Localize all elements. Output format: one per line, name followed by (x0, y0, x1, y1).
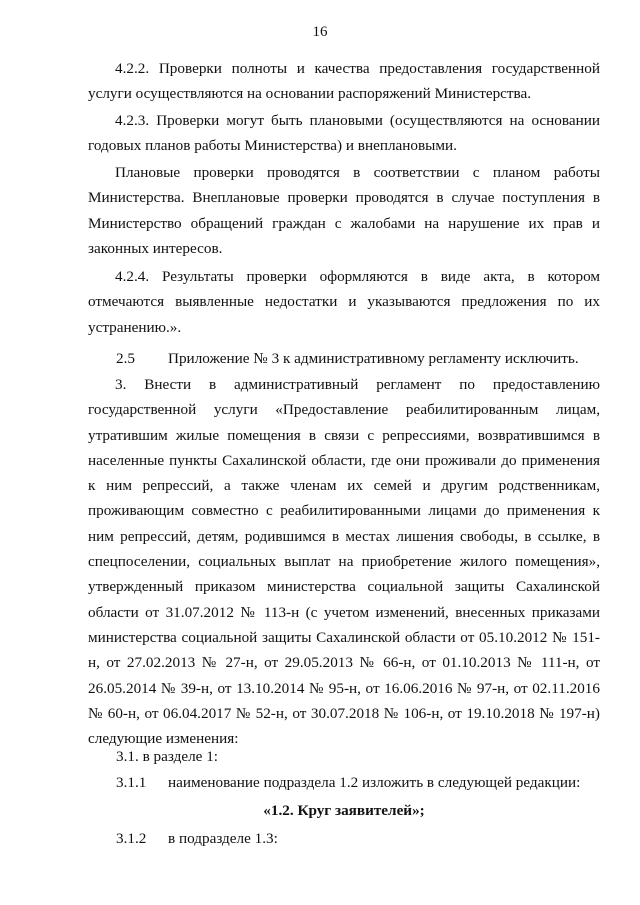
item-2-5-text: Приложение № 3 к административному регламенту исключить. (168, 350, 579, 367)
item-3-1-1-text: наименование подраздела 1.2 изложить в следующей редакции: (168, 774, 581, 791)
item-3-1-2 (116, 826, 278, 851)
item-2-5 (116, 346, 579, 371)
paragraph-planned-checks: Плановые проверки проводятся в соответствии с планом работы Министерства. Внеплановые проверки проводятся в случае поступления в Министерство обращений граждан с жалобами на нарушение их прав и законных интересов. (88, 164, 600, 257)
paragraph-4-2-4: 4.2.4. Результаты проверки оформляются в виде акта, в котором отмечаются выявленные недостатки и указываются предложения по их устранению.». (88, 268, 600, 336)
item-2-5-number: 2.5 (116, 350, 135, 367)
page-number: 16 (312, 24, 328, 40)
item-3-1-1-number: 3.1.1 (116, 774, 147, 791)
paragraph-3: 3. Внести в административный регламент по предоставлению государственной услуги «Предоставление реабилитированным лицам, утратившим жилые помещения в связи с репрессиями, возвратившимся в населенные пункты Сахалинской области, где они проживали до применения к ним репрессий, а также членам их семей и другим родственникам, проживающим совместно с реабилитированными лицами до применения к ним репрессий, детям, родившимся в местах лишения свободы, в ссылке, в спецпоселении, социальных выплат на приобретение жилого помещения», утвержденный приказом министерства социальной защиты Сахалинской области от 31.07.2012 № 113-н (с учетом изменений, внесенных приказами министерства социальной защиты Сахалинской области от 05.10.2012 № 151-н, от 27.02.2013 № 27-н, от 29.05.2013 № 66-н, от 01.10.2013 № 111-н, от 26.05.2014 № 39-н, от 13.10.2014 № 95-н, от 16.06.2016 № 97-н, от 02.11.2016 № 60-н, от 06.04.2017 № 52-н, от 30.07.2018 № 106-н, от 19.10.2018 № 197-н) следующие изменения: (88, 376, 600, 748)
heading-1-2: «1.2. Круг заявителей»; (263, 802, 425, 819)
paragraph-4-2-3: 4.2.3. Проверки могут быть плановыми (осуществляются на основании годовых планов работы Министерства) и внеплановыми. (88, 112, 600, 155)
paragraph-4-2-2: 4.2.2. Проверки полноты и качества предоставления государственной услуги осуществляются на основании распоряжений Министерства. (88, 60, 600, 103)
item-3-1-2-number: 3.1.2 (116, 830, 147, 847)
item-3-1: 3.1. в разделе 1: (116, 748, 219, 765)
item-3-1-2-text: в подразделе 1.3: (168, 830, 278, 847)
item-3-1-1 (116, 770, 580, 795)
